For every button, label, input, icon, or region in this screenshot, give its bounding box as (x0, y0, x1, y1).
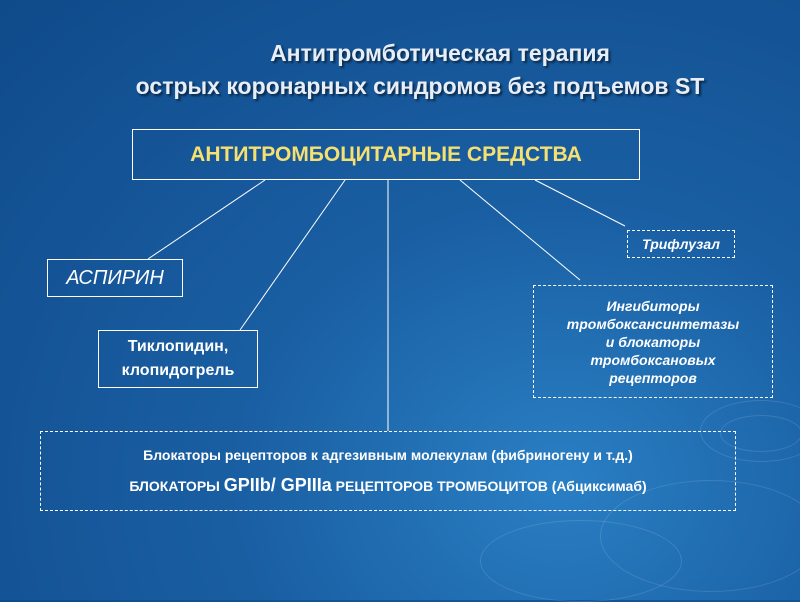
adhesion-blockers-box (40, 431, 736, 511)
inhibitors-line: рецепторов (609, 369, 697, 386)
gp-blockers-suffix: РЕЦЕПТОРОВ ТРОМБОЦИТОВ (Абциксимаб) (331, 477, 647, 494)
antiplatelet-agents-box (132, 129, 640, 180)
connector-inhibitors (460, 180, 580, 280)
aspirin-label: АСПИРИН (66, 266, 164, 289)
triflusal-box (627, 230, 735, 258)
ticlopidine-line-2: клопидогрель (121, 362, 235, 379)
aspirin-box (47, 259, 183, 297)
ticlopidine-box (98, 330, 258, 388)
title-line-1: Антитромботическая терапия (270, 40, 610, 66)
title-line-2: острых коронарных синдромов без подъемов ST (135, 73, 705, 99)
connector-triflusal (535, 180, 625, 226)
adhesion-blockers-line-1: Блокаторы рецепторов к адгезивным молекулам (фибриногену и т.д.) (143, 446, 633, 463)
antiplatelet-agents-label: АНТИТРОМБОЦИТАРНЫЕ СРЕДСТВА (190, 142, 582, 166)
triflusal-label: Трифлузал (642, 236, 720, 252)
connector-aspirin (148, 180, 265, 259)
connector-ticlopidine (240, 180, 345, 330)
gp-receptor-name: GPIIb/ GPIIIa (223, 474, 332, 495)
inhibitors-line: тромбоксановых (590, 351, 716, 368)
gp-blockers-prefix: БЛОКАТОРЫ (129, 477, 224, 494)
adhesion-blockers-line-2 (41, 475, 735, 496)
inhibitors-line: и блокаторы (605, 333, 701, 350)
ticlopidine-line-1: Тиклопидин, (127, 338, 229, 355)
thromboxane-inhibitors-box (533, 285, 773, 398)
inhibitors-line: Ингибиторы (606, 297, 700, 314)
inhibitors-line: тромбоксансинтетазы (566, 315, 740, 332)
